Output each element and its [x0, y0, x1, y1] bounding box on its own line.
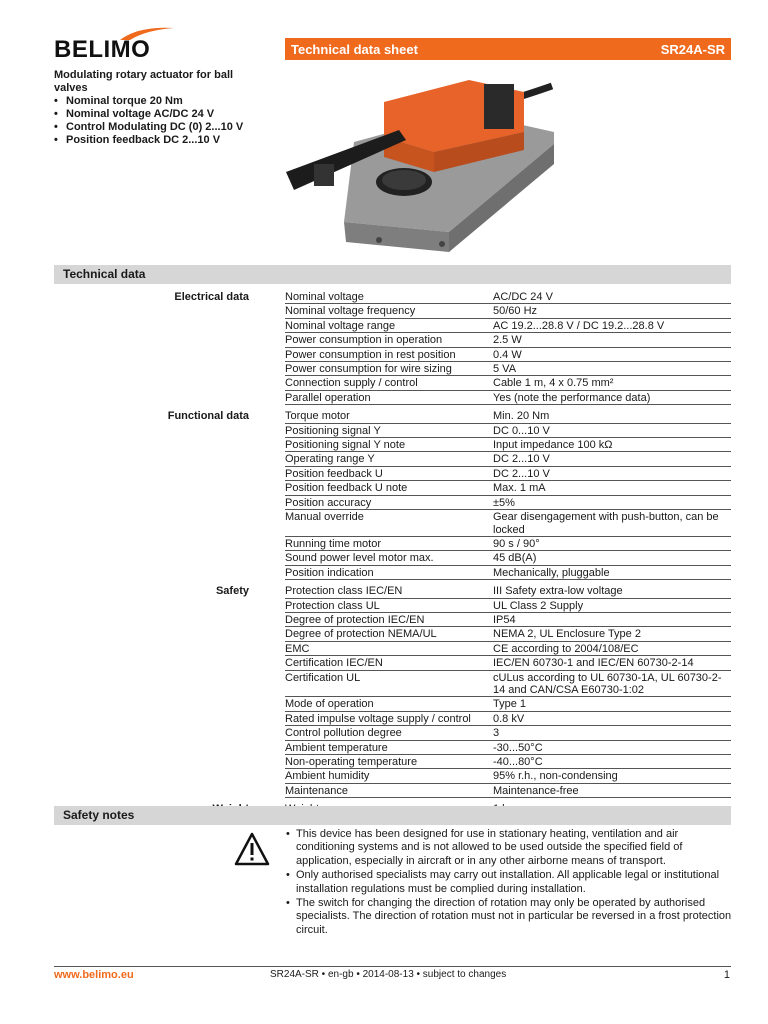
table-row — [285, 409, 731, 423]
row-value: III Safety extra-low voltage — [493, 585, 623, 598]
row-key: Certification IEC/EN — [285, 657, 383, 670]
row-value: 90 s / 90° — [493, 537, 540, 550]
table-row — [285, 362, 731, 376]
group-rows — [285, 584, 731, 798]
row-key: Ambient humidity — [285, 770, 370, 783]
table-row — [285, 467, 731, 481]
group-label: Safety — [215, 585, 249, 598]
table-row — [285, 452, 731, 466]
feature-item: • Position feedback DC 2...10 V — [54, 134, 264, 147]
belimo-logo — [54, 26, 164, 66]
table-row — [285, 627, 731, 641]
table-row — [285, 290, 731, 304]
row-key: Running time motor — [285, 537, 381, 550]
row-key: Positioning signal Y — [285, 424, 381, 437]
row-key: Ambient temperature — [285, 741, 388, 754]
footer-website-link[interactable]: www.belimo.eu — [54, 969, 134, 981]
group-electrical-data — [54, 290, 731, 405]
row-value: DC 0...10 V — [493, 424, 550, 437]
group-rows — [285, 409, 731, 580]
row-key: Non-operating temperature — [285, 756, 418, 768]
row-value: Cable 1 m, 4 x 0.75 mm² — [493, 377, 614, 390]
row-key: Degree of protection IEC/EN — [285, 613, 425, 626]
table-row — [285, 697, 731, 711]
row-value: UL Class 2 Supply — [493, 599, 584, 612]
row-key: Power consumption in rest position — [285, 348, 456, 361]
row-value: 3 — [493, 727, 500, 740]
table-row — [285, 333, 731, 347]
row-value: 0.4 W — [493, 348, 522, 361]
group-functional-data — [54, 409, 731, 580]
table-row — [285, 599, 731, 613]
group-rows — [285, 290, 731, 405]
feature-item: • Control Modulating DC (0) 2...10 V — [54, 121, 264, 134]
row-value: Type 1 — [493, 698, 527, 711]
row-value: Input impedance 100 kΩ — [493, 439, 613, 452]
row-value: AC 19.2...28.8 V / DC 19.2...28.8 V — [493, 319, 665, 332]
product-summary — [54, 69, 264, 147]
technical-data-heading: Technical data — [54, 265, 731, 284]
feature-item: • Nominal torque 20 Nm — [54, 95, 264, 108]
row-key: Position indication — [285, 566, 374, 579]
row-key: Power consumption in operation — [285, 334, 443, 347]
row-value: DC 2...10 V — [493, 467, 550, 480]
row-key: Power consumption for wire sizing — [285, 363, 452, 376]
model-number: SR24A-SR — [660, 41, 725, 57]
row-key: Nominal voltage frequency — [285, 305, 416, 318]
table-row — [285, 726, 731, 740]
technical-data-table — [54, 290, 731, 821]
row-key: Mode of operation — [285, 698, 374, 711]
row-value: 95% r.h., non-condensing — [493, 770, 618, 783]
table-row — [285, 613, 731, 627]
row-value: Min. 20 Nm — [493, 410, 550, 423]
row-value: cULus according to UL 60730-1A, UL 60730-2-14 and CAN/CSA E60730-1:02 — [493, 671, 722, 696]
safety-note-item: • The switch for changing the direction of rotation may only be operated by authorised specialists. The direction of rotation must not in particular be reversed in a frost protection circuit. — [286, 897, 732, 937]
row-value: NEMA 2, UL Enclosure Type 2 — [493, 628, 641, 641]
row-key: Degree of protection NEMA/UL — [285, 628, 437, 641]
row-value: 0.8 kV — [493, 712, 525, 725]
table-row — [285, 496, 731, 510]
table-row — [285, 304, 731, 318]
table-row — [285, 712, 731, 726]
table-row — [285, 551, 731, 565]
row-key: Maintenance — [285, 784, 348, 797]
logo-wordmark: BELIMO — [54, 36, 151, 63]
group-label: Electrical data — [174, 291, 249, 303]
table-row — [285, 656, 731, 670]
table-row — [285, 537, 731, 551]
row-value: Mechanically, pluggable — [493, 566, 610, 579]
warning-triangle-icon — [234, 832, 270, 866]
table-row — [285, 566, 731, 580]
row-key: Nominal voltage — [285, 291, 364, 303]
row-value: IEC/EN 60730-1 and IEC/EN 60730-2-14 — [493, 657, 694, 670]
product-description: Modulating rotary actuator for ball valves — [54, 69, 234, 94]
page-number: 1 — [723, 969, 730, 981]
row-key: Protection class UL — [285, 599, 380, 612]
feature-list — [54, 95, 264, 147]
group-safety — [54, 584, 731, 798]
table-row — [285, 671, 731, 698]
row-key: Manual override — [285, 511, 364, 524]
row-key: Certification UL — [285, 671, 361, 684]
table-row — [285, 642, 731, 656]
row-value: AC/DC 24 V — [493, 291, 553, 303]
row-value: DC 2...10 V — [493, 453, 550, 466]
actuator-product-image — [284, 72, 554, 262]
row-key: Parallel operation — [285, 391, 371, 404]
table-row — [285, 348, 731, 362]
row-key: Position accuracy — [285, 496, 372, 509]
row-value: IP54 — [493, 613, 516, 626]
row-value: 50/60 Hz — [493, 305, 538, 318]
safety-note-item: • Only authorised specialists may carry out installation. All applicable legal or institutional installation regulations must be complied during installation. — [286, 869, 732, 896]
row-value: CE according to 2004/108/EC — [493, 642, 639, 655]
row-value: 45 dB(A) — [493, 552, 537, 565]
row-key: Sound power level motor max. — [285, 552, 434, 565]
table-row — [285, 319, 731, 333]
table-row — [285, 391, 731, 405]
row-value: Yes (note the performance data) — [493, 391, 651, 404]
row-value: 2.5 W — [493, 334, 522, 347]
row-value: Maintenance-free — [493, 784, 579, 797]
table-row — [285, 584, 731, 598]
row-key: Connection supply / control — [285, 377, 418, 390]
group-label: Functional data — [167, 410, 249, 423]
row-key: Nominal voltage range — [285, 319, 396, 332]
table-row — [285, 741, 731, 755]
row-key: EMC — [285, 642, 310, 655]
safety-note-item: • This device has been designed for use in stationary heating, ventilation and air conditioning systems and is not allowed to be used outside the specified field of application, especially in aircraft or in any other airborne means of transport. — [286, 828, 732, 868]
table-row — [285, 784, 731, 798]
feature-item: • Nominal voltage AC/DC 24 V — [54, 108, 264, 121]
row-key: Position feedback U — [285, 467, 383, 480]
footer-document-info: SR24A-SR • en-gb • 2014-08-13 • subject to changes — [270, 969, 507, 980]
table-row — [285, 510, 731, 537]
row-key: Position feedback U note — [285, 482, 408, 495]
footer-divider — [54, 966, 731, 967]
row-key: Positioning signal Y note — [285, 439, 406, 452]
row-value: Gear disengagement with push-button, can be locked — [493, 511, 719, 536]
table-row — [285, 481, 731, 495]
doc-type-title: Technical data sheet — [291, 41, 418, 57]
row-value: Max. 1 mA — [493, 482, 546, 495]
table-row — [285, 755, 731, 769]
safety-notes-heading: Safety notes — [54, 806, 731, 825]
table-row — [285, 438, 731, 452]
row-value: -30...50°C — [493, 741, 543, 754]
row-value: -40...80°C — [493, 756, 543, 768]
row-key: Control pollution degree — [285, 727, 402, 740]
row-key: Torque motor — [285, 410, 350, 423]
row-value: 5 VA — [493, 363, 517, 376]
row-key: Protection class IEC/EN — [285, 585, 403, 598]
row-value: ±5% — [493, 496, 515, 509]
row-key: Operating range Y — [285, 453, 375, 466]
title-bar — [285, 38, 731, 60]
table-row — [285, 769, 731, 783]
table-row — [285, 376, 731, 390]
row-key: Rated impulse voltage supply / control — [285, 712, 471, 725]
safety-notes-list — [286, 828, 732, 938]
table-row — [285, 424, 731, 438]
